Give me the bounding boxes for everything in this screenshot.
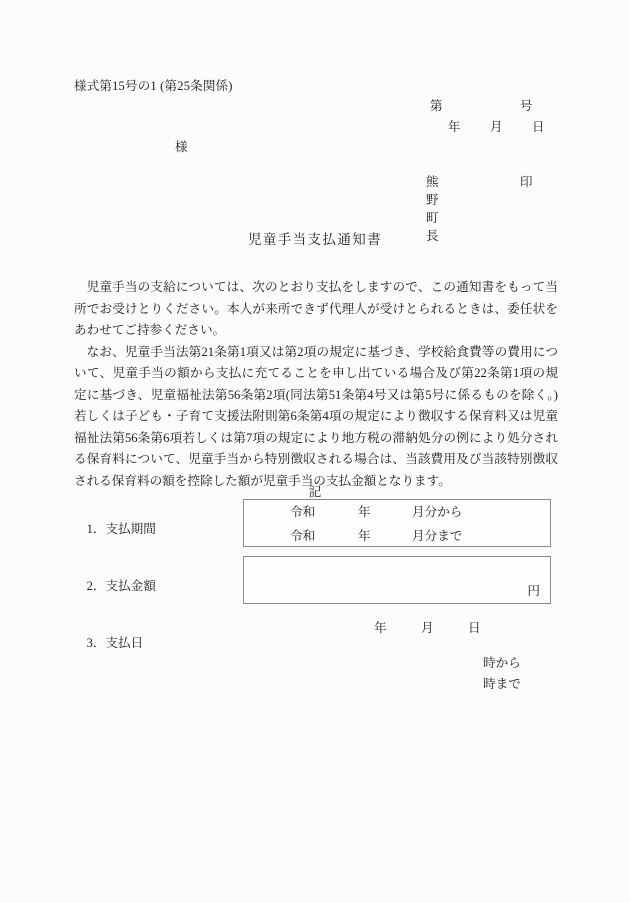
addressee-honorific: 様 <box>175 140 188 154</box>
item-3-title: 支払日 <box>105 636 144 650</box>
period-from-era: 令和 <box>290 505 316 519</box>
period-to-year-label: 年 <box>358 529 371 543</box>
period-from-year-label: 年 <box>358 505 371 519</box>
document-number-suffix: 号 <box>520 99 533 113</box>
body-paragraph-2: なお、児童手当法第21条第1項又は第2項の規定に基づき、学校給食費等の費用について、児童手当の額から支払に充てることを申し出ている場合及び第22条第1項の規定に基づき、児童福祉法第56条第2項(同法第51条第4号又は第5号に係るものを除く。)若しくは子ども・子育て支援法附則第6条第4項の規定により徴収する保育料又は児童福祉法第56条第6項若しくは第7項の規定により地方税の滞納処分の例により処分される保育料について、児童手当から特別徴収される場合は、当該費用及び当該特別徴収される保育料の額を控除した額が児童手当の支払金額となります。 <box>74 344 558 488</box>
currency-unit-label: 円 <box>527 584 540 598</box>
item-2-title: 支払金額 <box>105 579 156 593</box>
payment-date-day-label: 日 <box>468 621 481 635</box>
payment-amount-box[interactable] <box>243 556 551 604</box>
issue-date-year-label: 年 <box>448 120 461 134</box>
payment-period-box[interactable] <box>243 499 551 547</box>
page-title: 児童手当支払通知書 <box>247 232 383 247</box>
time-to-label: 時まで <box>483 677 521 691</box>
item-2-label <box>74 560 156 609</box>
item-2-number: 2． <box>86 579 106 593</box>
body-text <box>74 277 558 492</box>
form-number: 様式第15号の1 (第25条関係) <box>74 79 233 93</box>
time-from-label: 時から <box>483 656 521 670</box>
ki-marker: 記 <box>308 485 322 499</box>
payment-date-month-label: 月 <box>421 621 434 635</box>
payment-time-range[interactable] <box>483 653 521 695</box>
issuer-name: 熊野町長 <box>426 175 439 243</box>
issue-date-day-label: 日 <box>532 120 545 134</box>
item-3-number: 3． <box>86 636 106 650</box>
item-1-title: 支払期間 <box>105 522 156 536</box>
item-1-label <box>74 503 156 552</box>
issue-date-month-label: 月 <box>490 120 503 134</box>
payment-period-row-from[interactable] <box>244 500 550 524</box>
payment-date-year-label: 年 <box>374 621 387 635</box>
seal-mark: 印 <box>520 175 533 189</box>
payment-period-row-to[interactable] <box>244 524 550 548</box>
period-from-month-label: 月分から <box>412 505 463 519</box>
item-1-number: 1． <box>86 522 106 536</box>
period-to-month-label: 月分まで <box>412 529 463 543</box>
document-number-prefix: 第 <box>430 99 443 113</box>
period-to-era: 令和 <box>290 529 316 543</box>
body-paragraph-1: 児童手当の支給については、次のとおり支払をしますので、この通知書をもって当所でお受けとりください。本人が来所できず代理人が受けとられるときは、委任状をあわせてご持参ください。 <box>74 280 559 337</box>
item-3-label <box>74 617 143 666</box>
